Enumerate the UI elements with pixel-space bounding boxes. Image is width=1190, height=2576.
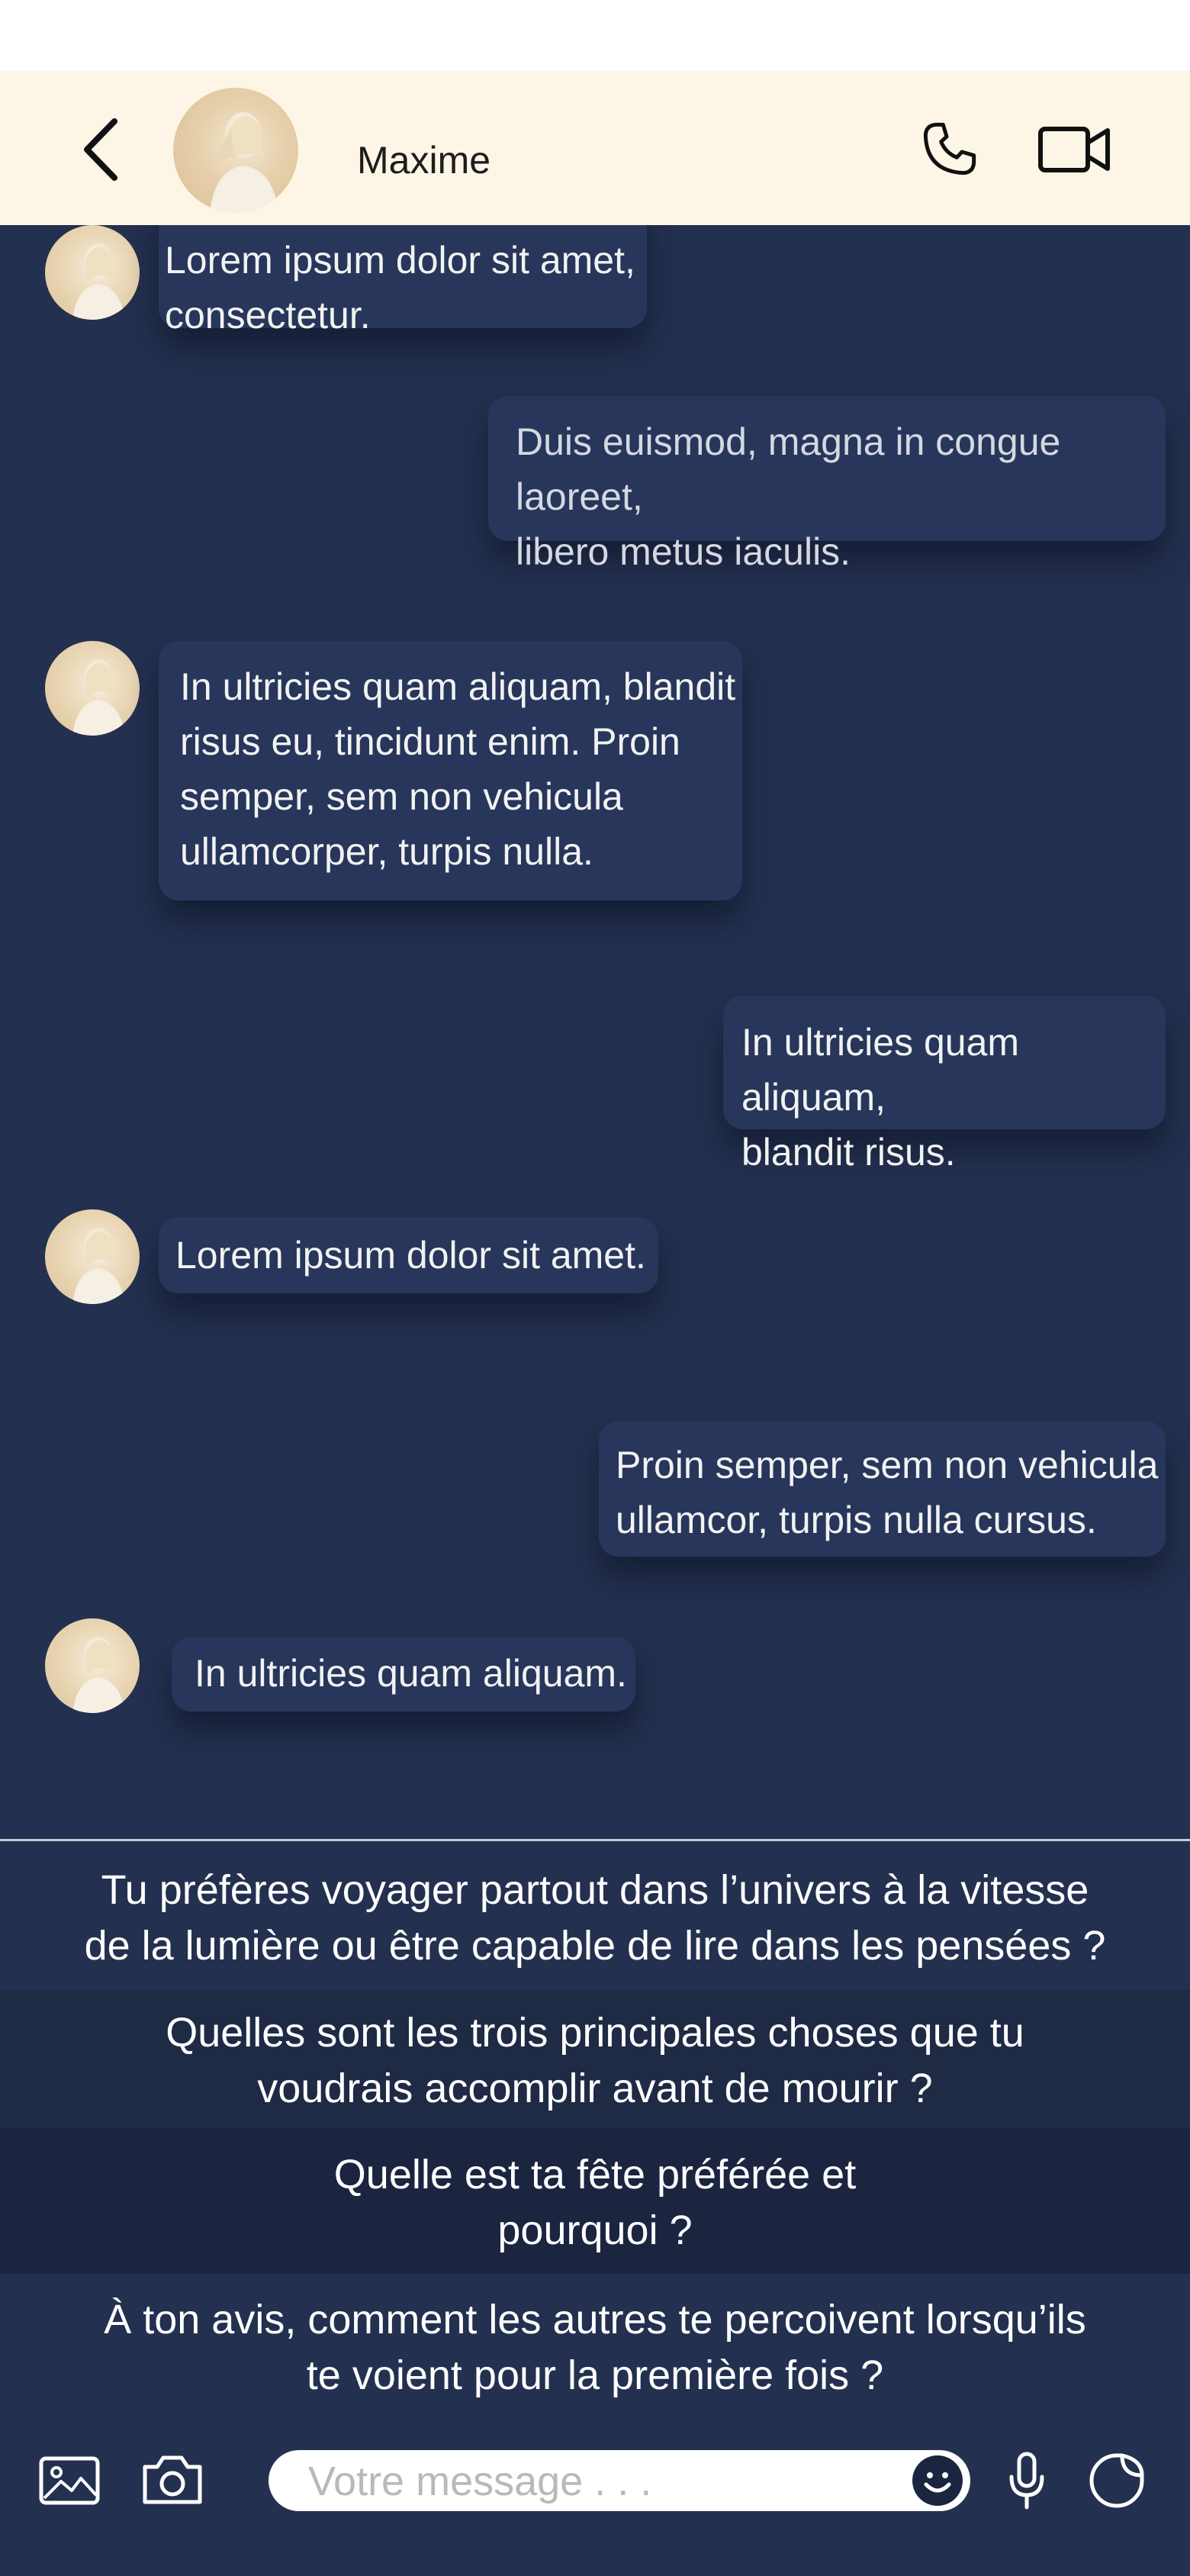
message-bubble-sent[interactable]: Duis euismod, magna in congue laoreet, libero metus iaculis.: [488, 396, 1166, 541]
chevron-left-icon: [76, 115, 130, 184]
suggestion-item[interactable]: À ton avis, comment les autres te percoivent lorsqu’ils te voient pour la première fois ?: [0, 2274, 1190, 2411]
status-bar: [0, 0, 1190, 71]
portrait-icon: [45, 1209, 140, 1304]
message-bubble-sent[interactable]: In ultricies quam aliquam, blandit risus.: [723, 996, 1166, 1129]
message-composer: [0, 2411, 1190, 2549]
suggestion-item[interactable]: Quelle est ta fête préférée et pourquoi ?: [0, 2129, 1190, 2274]
sticker-button[interactable]: [1089, 2452, 1145, 2513]
sticker-icon: [1089, 2452, 1145, 2509]
message-bubble-sent[interactable]: Proin semper, sem non vehicula ullamcor, turpis nulla cursus.: [599, 1421, 1166, 1557]
image-icon: [38, 2455, 101, 2506]
message-input[interactable]: [307, 2450, 905, 2513]
gallery-button[interactable]: [38, 2455, 101, 2510]
contact-avatar-small: [45, 1618, 140, 1713]
message-bubble-received[interactable]: In ultricies quam aliquam, blandit risus eu, tincidunt enim. Proin semper, sem non vehicula ullamcorper, turpis nulla.: [159, 641, 742, 900]
message-bubble-received[interactable]: Lorem ipsum dolor sit amet, consectetur.: [159, 225, 647, 328]
back-button[interactable]: [76, 115, 130, 184]
emoji-icon: [911, 2454, 964, 2507]
contact-avatar[interactable]: [173, 88, 298, 213]
camera-icon: [140, 2453, 204, 2507]
camera-button[interactable]: [140, 2453, 204, 2510]
microphone-icon: [1005, 2451, 1048, 2512]
contact-avatar-small: [45, 1209, 140, 1304]
portrait-icon: [45, 641, 140, 736]
portrait-icon: [45, 225, 140, 320]
contact-name: Maxime: [357, 139, 491, 182]
message-bubble-received[interactable]: In ultricies quam aliquam.: [172, 1637, 635, 1711]
message-list[interactable]: [0, 225, 1190, 1839]
chat-header: [0, 71, 1190, 225]
video-camera-icon: [1037, 124, 1111, 175]
contact-avatar-small: [45, 641, 140, 736]
portrait-icon: [45, 1618, 140, 1713]
message-input-container: [269, 2450, 970, 2511]
video-call-button[interactable]: [1037, 124, 1111, 175]
voice-message-button[interactable]: [1005, 2451, 1048, 2516]
suggestion-item[interactable]: Tu préfères voyager partout dans l’univers à la vitesse de la lumière ou être capable de lire dans les pensées ?: [0, 1841, 1190, 1990]
emoji-button[interactable]: [911, 2454, 964, 2507]
suggestion-item[interactable]: Quelles sont les trois principales choses que tu voudrais accomplir avant de mourir ?: [0, 1990, 1190, 2129]
call-button[interactable]: [919, 118, 980, 179]
contact-avatar-small: [45, 225, 140, 320]
phone-icon: [919, 118, 980, 179]
message-bubble-received[interactable]: Lorem ipsum dolor sit amet.: [159, 1217, 658, 1293]
portrait-icon: [173, 88, 298, 213]
